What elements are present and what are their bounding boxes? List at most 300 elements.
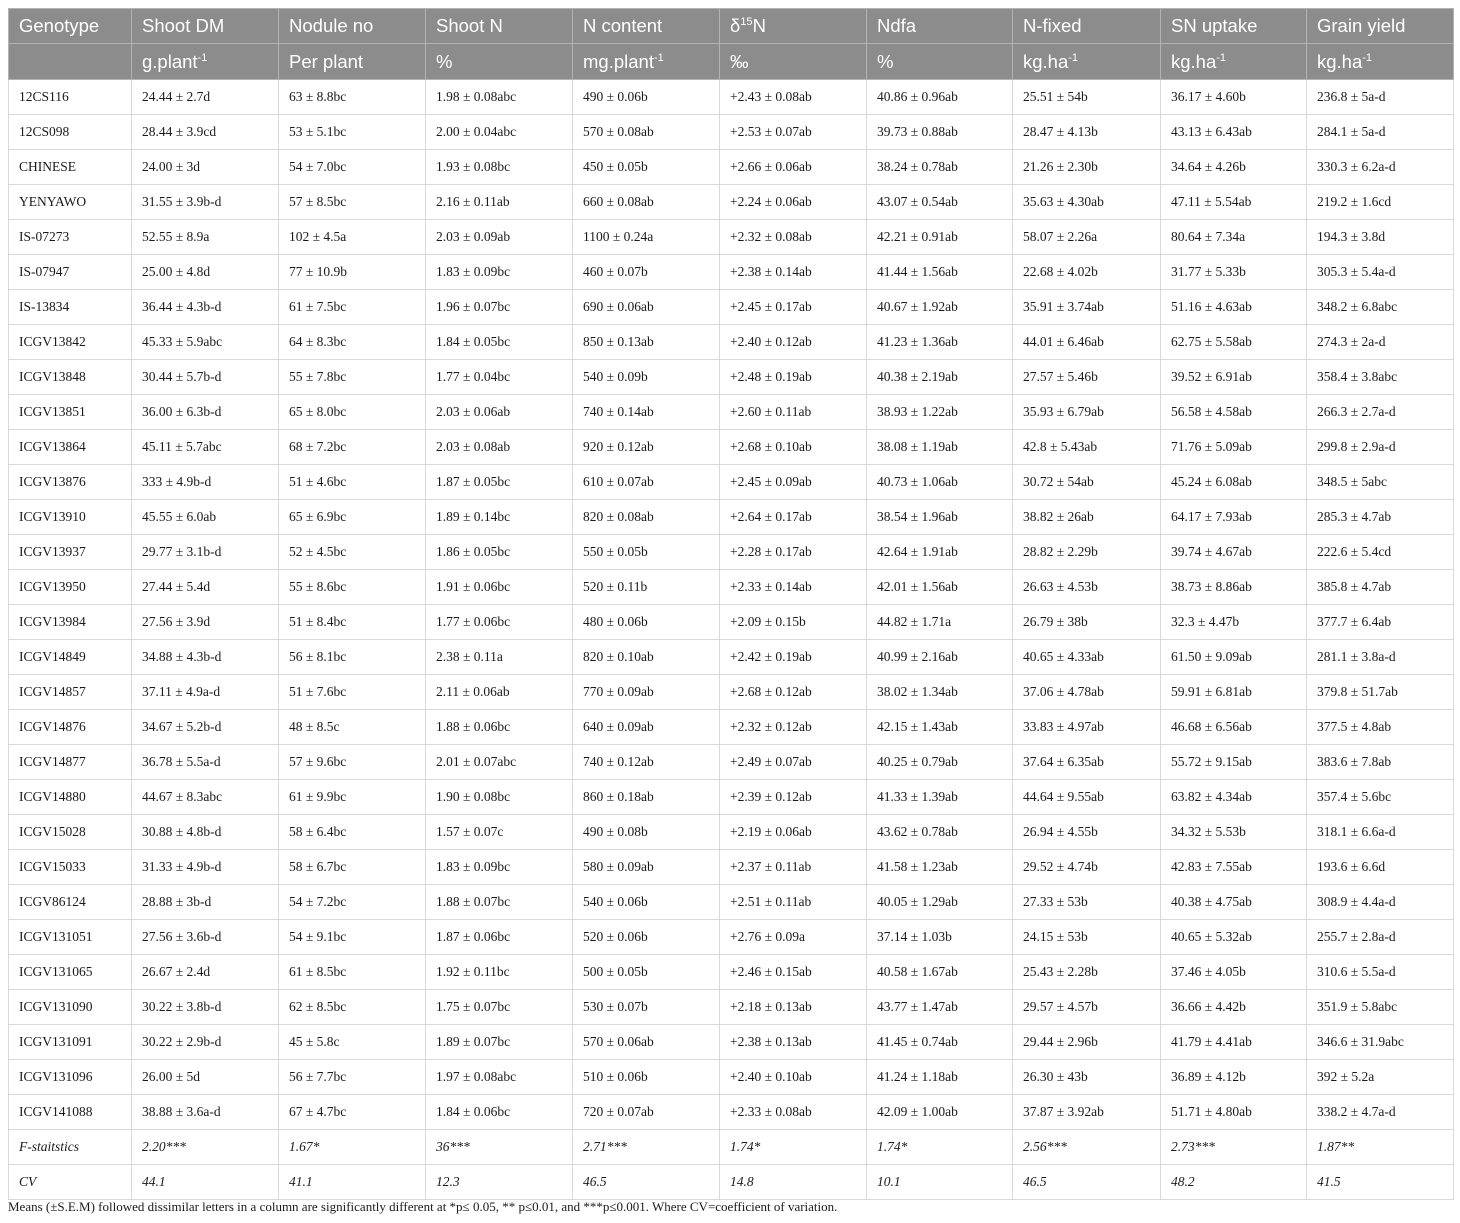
genotype-cell: IS-07947 — [9, 255, 132, 290]
value-cell: 64 ± 8.3bc — [279, 325, 426, 360]
value-cell: 1.57 ± 0.07c — [426, 815, 573, 850]
value-cell: 45.11 ± 5.7abc — [132, 430, 279, 465]
value-cell: 30.88 ± 4.8b-d — [132, 815, 279, 850]
value-cell: 42.8 ± 5.43ab — [1013, 430, 1161, 465]
value-cell: 1.86 ± 0.05bc — [426, 535, 573, 570]
column-header: Shoot N — [426, 9, 573, 44]
value-cell: 68 ± 7.2bc — [279, 430, 426, 465]
value-cell: 740 ± 0.14ab — [573, 395, 720, 430]
value-cell: 77 ± 10.9b — [279, 255, 426, 290]
value-cell: 37.64 ± 6.35ab — [1013, 745, 1161, 780]
value-cell: 36.44 ± 4.3b-d — [132, 290, 279, 325]
value-cell: 266.3 ± 2.7a-d — [1307, 395, 1454, 430]
value-cell: 27.56 ± 3.6b-d — [132, 920, 279, 955]
value-cell: 1.96 ± 0.07bc — [426, 290, 573, 325]
value-cell: 61 ± 7.5bc — [279, 290, 426, 325]
value-cell: 40.73 ± 1.06ab — [867, 465, 1013, 500]
value-cell: 41.23 ± 1.36ab — [867, 325, 1013, 360]
value-cell: +2.51 ± 0.11ab — [720, 885, 867, 920]
table-row — [9, 1095, 1454, 1130]
genotype-cell: ICGV131065 — [9, 955, 132, 990]
table-row — [9, 150, 1454, 185]
value-cell: 37.14 ± 1.03b — [867, 920, 1013, 955]
stats-row — [9, 1165, 1454, 1200]
value-cell: 30.44 ± 5.7b-d — [132, 360, 279, 395]
value-cell: 47.11 ± 5.54ab — [1161, 185, 1307, 220]
value-cell: 52.55 ± 8.9a — [132, 220, 279, 255]
value-cell: 2.73*** — [1161, 1130, 1307, 1165]
value-cell: 61.50 ± 9.09ab — [1161, 640, 1307, 675]
value-cell: +2.39 ± 0.12ab — [720, 780, 867, 815]
value-cell: 40.38 ± 2.19ab — [867, 360, 1013, 395]
table-row — [9, 815, 1454, 850]
value-cell: +2.24 ± 0.06ab — [720, 185, 867, 220]
value-cell: 27.33 ± 53b — [1013, 885, 1161, 920]
value-cell: 44.67 ± 8.3abc — [132, 780, 279, 815]
unit-header: ‰ — [720, 44, 867, 80]
value-cell: 35.91 ± 3.74ab — [1013, 290, 1161, 325]
value-cell: 22.68 ± 4.02b — [1013, 255, 1161, 290]
unit-header — [9, 44, 132, 80]
value-cell: 41.58 ± 1.23ab — [867, 850, 1013, 885]
value-cell: 46.68 ± 6.56ab — [1161, 710, 1307, 745]
value-cell: 2.03 ± 0.09ab — [426, 220, 573, 255]
value-cell: 52 ± 4.5bc — [279, 535, 426, 570]
value-cell: 38.82 ± 26ab — [1013, 500, 1161, 535]
table-row — [9, 430, 1454, 465]
value-cell: +2.42 ± 0.19ab — [720, 640, 867, 675]
value-cell: 37.87 ± 3.92ab — [1013, 1095, 1161, 1130]
value-cell: 281.1 ± 3.8a-d — [1307, 640, 1454, 675]
value-cell: 12.3 — [426, 1165, 573, 1200]
value-cell: 41.44 ± 1.56ab — [867, 255, 1013, 290]
value-cell: 51 ± 7.6bc — [279, 675, 426, 710]
value-cell: 1.74* — [867, 1130, 1013, 1165]
value-cell: 358.4 ± 3.8abc — [1307, 360, 1454, 395]
column-header: Nodule no — [279, 9, 426, 44]
value-cell: 1.97 ± 0.08abc — [426, 1060, 573, 1095]
value-cell: 1.88 ± 0.06bc — [426, 710, 573, 745]
unit-header: % — [426, 44, 573, 80]
value-cell: 284.1 ± 5a-d — [1307, 115, 1454, 150]
value-cell: 24.00 ± 3d — [132, 150, 279, 185]
table-row — [9, 115, 1454, 150]
value-cell: 490 ± 0.06b — [573, 80, 720, 115]
stats-row — [9, 1130, 1454, 1165]
value-cell: 51 ± 8.4bc — [279, 605, 426, 640]
value-cell: +2.64 ± 0.17ab — [720, 500, 867, 535]
table-row — [9, 535, 1454, 570]
value-cell: 383.6 ± 7.8ab — [1307, 745, 1454, 780]
value-cell: 520 ± 0.06b — [573, 920, 720, 955]
column-header: $\delta^{15}N$ — [720, 9, 867, 44]
table-row — [9, 1025, 1454, 1060]
value-cell: 570 ± 0.08ab — [573, 115, 720, 150]
value-cell: 1100 ± 0.24a — [573, 220, 720, 255]
value-cell: 1.98 ± 0.08abc — [426, 80, 573, 115]
value-cell: 2.38 ± 0.11a — [426, 640, 573, 675]
value-cell: 45.33 ± 5.9abc — [132, 325, 279, 360]
genotype-cell: ICGV13864 — [9, 430, 132, 465]
value-cell: 385.8 ± 4.7ab — [1307, 570, 1454, 605]
value-cell: 51 ± 4.6bc — [279, 465, 426, 500]
value-cell: 46.5 — [1013, 1165, 1161, 1200]
genotype-cell: ICGV14876 — [9, 710, 132, 745]
table-row — [9, 80, 1454, 115]
value-cell: 1.90 ± 0.08bc — [426, 780, 573, 815]
stat-label: F-staitstics — [9, 1130, 132, 1165]
genotype-cell: YENYAWO — [9, 185, 132, 220]
genotype-cell: IS-07273 — [9, 220, 132, 255]
value-cell: 690 ± 0.06ab — [573, 290, 720, 325]
value-cell: 850 ± 0.13ab — [573, 325, 720, 360]
value-cell: 61 ± 8.5bc — [279, 955, 426, 990]
value-cell: +2.32 ± 0.08ab — [720, 220, 867, 255]
value-cell: +2.37 ± 0.11ab — [720, 850, 867, 885]
value-cell: 29.52 ± 4.74b — [1013, 850, 1161, 885]
value-cell: +2.43 ± 0.08ab — [720, 80, 867, 115]
header-row — [9, 9, 1454, 44]
genotype-cell: ICGV13842 — [9, 325, 132, 360]
value-cell: 40.99 ± 2.16ab — [867, 640, 1013, 675]
value-cell: 42.01 ± 1.56ab — [867, 570, 1013, 605]
value-cell: 55 ± 7.8bc — [279, 360, 426, 395]
column-header: Ndfa — [867, 9, 1013, 44]
column-header: Shoot DM — [132, 9, 279, 44]
value-cell: 29.77 ± 3.1b-d — [132, 535, 279, 570]
table-row — [9, 360, 1454, 395]
value-cell: 42.21 ± 0.91ab — [867, 220, 1013, 255]
value-cell: 255.7 ± 2.8a-d — [1307, 920, 1454, 955]
genotype-cell: ICGV141088 — [9, 1095, 132, 1130]
value-cell: +2.53 ± 0.07ab — [720, 115, 867, 150]
value-cell: 2.56*** — [1013, 1130, 1161, 1165]
value-cell: 820 ± 0.10ab — [573, 640, 720, 675]
value-cell: 43.77 ± 1.47ab — [867, 990, 1013, 1025]
value-cell: 54 ± 7.0bc — [279, 150, 426, 185]
genotype-cell: ICGV14857 — [9, 675, 132, 710]
value-cell: 540 ± 0.06b — [573, 885, 720, 920]
value-cell: 56.58 ± 4.58ab — [1161, 395, 1307, 430]
value-cell: 41.33 ± 1.39ab — [867, 780, 1013, 815]
table-row — [9, 675, 1454, 710]
value-cell: 62 ± 8.5bc — [279, 990, 426, 1025]
value-cell: 610 ± 0.07ab — [573, 465, 720, 500]
value-cell: 38.24 ± 0.78ab — [867, 150, 1013, 185]
value-cell: 1.87** — [1307, 1130, 1454, 1165]
value-cell: 44.1 — [132, 1165, 279, 1200]
table-row — [9, 395, 1454, 430]
value-cell: 45.24 ± 6.08ab — [1161, 465, 1307, 500]
value-cell: 1.84 ± 0.05bc — [426, 325, 573, 360]
value-cell: 44.01 ± 6.46ab — [1013, 325, 1161, 360]
value-cell: 26.30 ± 43b — [1013, 1060, 1161, 1095]
value-cell: 41.5 — [1307, 1165, 1454, 1200]
value-cell: 36.89 ± 4.12b — [1161, 1060, 1307, 1095]
genotype-cell: CHINESE — [9, 150, 132, 185]
table-row — [9, 570, 1454, 605]
value-cell: 40.05 ± 1.29ab — [867, 885, 1013, 920]
value-cell: 24.44 ± 2.7d — [132, 80, 279, 115]
value-cell: 26.63 ± 4.53b — [1013, 570, 1161, 605]
stat-label: CV — [9, 1165, 132, 1200]
genotype-cell: ICGV14849 — [9, 640, 132, 675]
value-cell: 33.83 ± 4.97ab — [1013, 710, 1161, 745]
results-table — [8, 8, 1454, 1200]
table-row — [9, 325, 1454, 360]
value-cell: 26.94 ± 4.55b — [1013, 815, 1161, 850]
value-cell: 42.09 ± 1.00ab — [867, 1095, 1013, 1130]
value-cell: 27.56 ± 3.9d — [132, 605, 279, 640]
value-cell: 46.5 — [573, 1165, 720, 1200]
value-cell: 510 ± 0.06b — [573, 1060, 720, 1095]
value-cell: 377.7 ± 6.4ab — [1307, 605, 1454, 640]
unit-header: % — [867, 44, 1013, 80]
value-cell: 31.33 ± 4.9b-d — [132, 850, 279, 885]
value-cell: 40.38 ± 4.75ab — [1161, 885, 1307, 920]
value-cell: 54 ± 7.2bc — [279, 885, 426, 920]
value-cell: 27.44 ± 5.4d — [132, 570, 279, 605]
table-row — [9, 990, 1454, 1025]
table-row — [9, 640, 1454, 675]
value-cell: 44.64 ± 9.55ab — [1013, 780, 1161, 815]
unit-header: $kg.ha^{-1}$ — [1307, 44, 1454, 80]
value-cell: 193.6 ± 6.6d — [1307, 850, 1454, 885]
value-cell: 34.67 ± 5.2b-d — [132, 710, 279, 745]
value-cell: 30.72 ± 54ab — [1013, 465, 1161, 500]
table-row — [9, 290, 1454, 325]
table-row — [9, 500, 1454, 535]
value-cell: +2.48 ± 0.19ab — [720, 360, 867, 395]
value-cell: 21.26 ± 2.30b — [1013, 150, 1161, 185]
value-cell: 39.74 ± 4.67ab — [1161, 535, 1307, 570]
genotype-cell: ICGV13876 — [9, 465, 132, 500]
value-cell: 530 ± 0.07b — [573, 990, 720, 1025]
value-cell: 1.89 ± 0.07bc — [426, 1025, 573, 1060]
value-cell: 29.57 ± 4.57b — [1013, 990, 1161, 1025]
value-cell: 56 ± 7.7bc — [279, 1060, 426, 1095]
value-cell: 26.79 ± 38b — [1013, 605, 1161, 640]
value-cell: 39.52 ± 6.91ab — [1161, 360, 1307, 395]
value-cell: 25.43 ± 2.28b — [1013, 955, 1161, 990]
value-cell: 31.77 ± 5.33b — [1161, 255, 1307, 290]
value-cell: 28.88 ± 3b-d — [132, 885, 279, 920]
value-cell: +2.68 ± 0.10ab — [720, 430, 867, 465]
value-cell: +2.28 ± 0.17ab — [720, 535, 867, 570]
column-header: SN uptake — [1161, 9, 1307, 44]
value-cell: 2.03 ± 0.08ab — [426, 430, 573, 465]
value-cell: 36.66 ± 4.42b — [1161, 990, 1307, 1025]
value-cell: 71.76 ± 5.09ab — [1161, 430, 1307, 465]
value-cell: 62.75 ± 5.58ab — [1161, 325, 1307, 360]
value-cell: 1.74* — [720, 1130, 867, 1165]
value-cell: 333 ± 4.9b-d — [132, 465, 279, 500]
value-cell: 920 ± 0.12ab — [573, 430, 720, 465]
value-cell: 55.72 ± 9.15ab — [1161, 745, 1307, 780]
value-cell: 1.77 ± 0.04bc — [426, 360, 573, 395]
value-cell: +2.60 ± 0.11ab — [720, 395, 867, 430]
genotype-cell: ICGV86124 — [9, 885, 132, 920]
value-cell: 1.77 ± 0.06bc — [426, 605, 573, 640]
genotype-cell: ICGV131051 — [9, 920, 132, 955]
value-cell: 42.64 ± 1.91ab — [867, 535, 1013, 570]
value-cell: 219.2 ± 1.6cd — [1307, 185, 1454, 220]
value-cell: 28.82 ± 2.29b — [1013, 535, 1161, 570]
value-cell: 42.15 ± 1.43ab — [867, 710, 1013, 745]
genotype-cell: ICGV13950 — [9, 570, 132, 605]
table-row — [9, 185, 1454, 220]
value-cell: 357.4 ± 5.6bc — [1307, 780, 1454, 815]
genotype-cell: ICGV13910 — [9, 500, 132, 535]
value-cell: 29.44 ± 2.96b — [1013, 1025, 1161, 1060]
value-cell: 42.83 ± 7.55ab — [1161, 850, 1307, 885]
value-cell: 1.91 ± 0.06bc — [426, 570, 573, 605]
value-cell: 63.82 ± 4.34ab — [1161, 780, 1307, 815]
value-cell: 34.64 ± 4.26b — [1161, 150, 1307, 185]
genotype-cell: ICGV14877 — [9, 745, 132, 780]
value-cell: 35.63 ± 4.30ab — [1013, 185, 1161, 220]
genotype-cell: ICGV131091 — [9, 1025, 132, 1060]
value-cell: 38.02 ± 1.34ab — [867, 675, 1013, 710]
value-cell: 51.16 ± 4.63ab — [1161, 290, 1307, 325]
value-cell: +2.40 ± 0.10ab — [720, 1060, 867, 1095]
unit-header: $kg.ha^{-1}$ — [1013, 44, 1161, 80]
value-cell: 570 ± 0.06ab — [573, 1025, 720, 1060]
value-cell: 450 ± 0.05b — [573, 150, 720, 185]
value-cell: 40.86 ± 0.96ab — [867, 80, 1013, 115]
value-cell: +2.49 ± 0.07ab — [720, 745, 867, 780]
genotype-cell: ICGV131090 — [9, 990, 132, 1025]
value-cell: 1.67* — [279, 1130, 426, 1165]
value-cell: 39.73 ± 0.88ab — [867, 115, 1013, 150]
column-header: N-fixed — [1013, 9, 1161, 44]
value-cell: 26.00 ± 5d — [132, 1060, 279, 1095]
value-cell: 860 ± 0.18ab — [573, 780, 720, 815]
genotype-cell: 12CS098 — [9, 115, 132, 150]
value-cell: 1.84 ± 0.06bc — [426, 1095, 573, 1130]
value-cell: 460 ± 0.07b — [573, 255, 720, 290]
value-cell: 338.2 ± 4.7a-d — [1307, 1095, 1454, 1130]
value-cell: +2.38 ± 0.14ab — [720, 255, 867, 290]
value-cell: 1.89 ± 0.14bc — [426, 500, 573, 535]
value-cell: 36.78 ± 5.5a-d — [132, 745, 279, 780]
value-cell: 348.5 ± 5abc — [1307, 465, 1454, 500]
value-cell: 57 ± 8.5bc — [279, 185, 426, 220]
value-cell: 2.20*** — [132, 1130, 279, 1165]
value-cell: 58 ± 6.7bc — [279, 850, 426, 885]
value-cell: +2.66 ± 0.06ab — [720, 150, 867, 185]
table-row — [9, 955, 1454, 990]
units-row — [9, 44, 1454, 80]
value-cell: 48.2 — [1161, 1165, 1307, 1200]
value-cell: 274.3 ± 2a-d — [1307, 325, 1454, 360]
unit-header: $kg.ha^{-1}$ — [1161, 44, 1307, 80]
value-cell: 379.8 ± 51.7ab — [1307, 675, 1454, 710]
value-cell: 1.83 ± 0.09bc — [426, 255, 573, 290]
value-cell: 36.17 ± 4.60b — [1161, 80, 1307, 115]
value-cell: 38.93 ± 1.22ab — [867, 395, 1013, 430]
value-cell: 41.79 ± 4.41ab — [1161, 1025, 1307, 1060]
value-cell: +2.68 ± 0.12ab — [720, 675, 867, 710]
value-cell: 660 ± 0.08ab — [573, 185, 720, 220]
value-cell: 2.11 ± 0.06ab — [426, 675, 573, 710]
value-cell: +2.33 ± 0.08ab — [720, 1095, 867, 1130]
value-cell: 64.17 ± 7.93ab — [1161, 500, 1307, 535]
genotype-cell: ICGV13937 — [9, 535, 132, 570]
value-cell: 490 ± 0.08b — [573, 815, 720, 850]
value-cell: 43.62 ± 0.78ab — [867, 815, 1013, 850]
value-cell: 102 ± 4.5a — [279, 220, 426, 255]
value-cell: 348.2 ± 6.8abc — [1307, 290, 1454, 325]
value-cell: 38.54 ± 1.96ab — [867, 500, 1013, 535]
value-cell: 640 ± 0.09ab — [573, 710, 720, 745]
value-cell: 59.91 ± 6.81ab — [1161, 675, 1307, 710]
table-row — [9, 885, 1454, 920]
value-cell: 346.6 ± 31.9abc — [1307, 1025, 1454, 1060]
value-cell: 310.6 ± 5.5a-d — [1307, 955, 1454, 990]
value-cell: +2.45 ± 0.09ab — [720, 465, 867, 500]
table-row — [9, 255, 1454, 290]
value-cell: +2.32 ± 0.12ab — [720, 710, 867, 745]
value-cell: 740 ± 0.12ab — [573, 745, 720, 780]
genotype-cell: ICGV13984 — [9, 605, 132, 640]
value-cell: 14.8 — [720, 1165, 867, 1200]
value-cell: 38.88 ± 3.6a-d — [132, 1095, 279, 1130]
value-cell: 65 ± 6.9bc — [279, 500, 426, 535]
value-cell: 377.5 ± 4.8ab — [1307, 710, 1454, 745]
value-cell: 2.00 ± 0.04abc — [426, 115, 573, 150]
value-cell: 2.16 ± 0.11ab — [426, 185, 573, 220]
value-cell: 37.11 ± 4.9a-d — [132, 675, 279, 710]
genotype-cell: ICGV15033 — [9, 850, 132, 885]
value-cell: 80.64 ± 7.34a — [1161, 220, 1307, 255]
value-cell: +2.38 ± 0.13ab — [720, 1025, 867, 1060]
value-cell: 37.06 ± 4.78ab — [1013, 675, 1161, 710]
value-cell: 28.44 ± 3.9cd — [132, 115, 279, 150]
value-cell: +2.33 ± 0.14ab — [720, 570, 867, 605]
value-cell: +2.19 ± 0.06ab — [720, 815, 867, 850]
value-cell: 35.93 ± 6.79ab — [1013, 395, 1161, 430]
value-cell: 540 ± 0.09b — [573, 360, 720, 395]
value-cell: 10.1 — [867, 1165, 1013, 1200]
value-cell: 550 ± 0.05b — [573, 535, 720, 570]
value-cell: 34.32 ± 5.53b — [1161, 815, 1307, 850]
value-cell: 55 ± 8.6bc — [279, 570, 426, 605]
genotype-cell: IS-13834 — [9, 290, 132, 325]
value-cell: 40.67 ± 1.92ab — [867, 290, 1013, 325]
value-cell: 30.22 ± 3.8b-d — [132, 990, 279, 1025]
value-cell: +2.45 ± 0.17ab — [720, 290, 867, 325]
value-cell: +2.09 ± 0.15b — [720, 605, 867, 640]
value-cell: 1.75 ± 0.07bc — [426, 990, 573, 1025]
value-cell: 30.22 ± 2.9b-d — [132, 1025, 279, 1060]
value-cell: 500 ± 0.05b — [573, 955, 720, 990]
value-cell: 61 ± 9.9bc — [279, 780, 426, 815]
value-cell: 1.87 ± 0.06bc — [426, 920, 573, 955]
genotype-cell: ICGV13851 — [9, 395, 132, 430]
value-cell: 63 ± 8.8bc — [279, 80, 426, 115]
value-cell: 40.25 ± 0.79ab — [867, 745, 1013, 780]
value-cell: 820 ± 0.08ab — [573, 500, 720, 535]
unit-header: g.plant$^{-1}$ — [132, 44, 279, 80]
table-row — [9, 920, 1454, 955]
value-cell: 54 ± 9.1bc — [279, 920, 426, 955]
value-cell: 43.07 ± 0.54ab — [867, 185, 1013, 220]
value-cell: 45.55 ± 6.0ab — [132, 500, 279, 535]
table-row — [9, 710, 1454, 745]
value-cell: 36.00 ± 6.3b-d — [132, 395, 279, 430]
value-cell: 56 ± 8.1bc — [279, 640, 426, 675]
